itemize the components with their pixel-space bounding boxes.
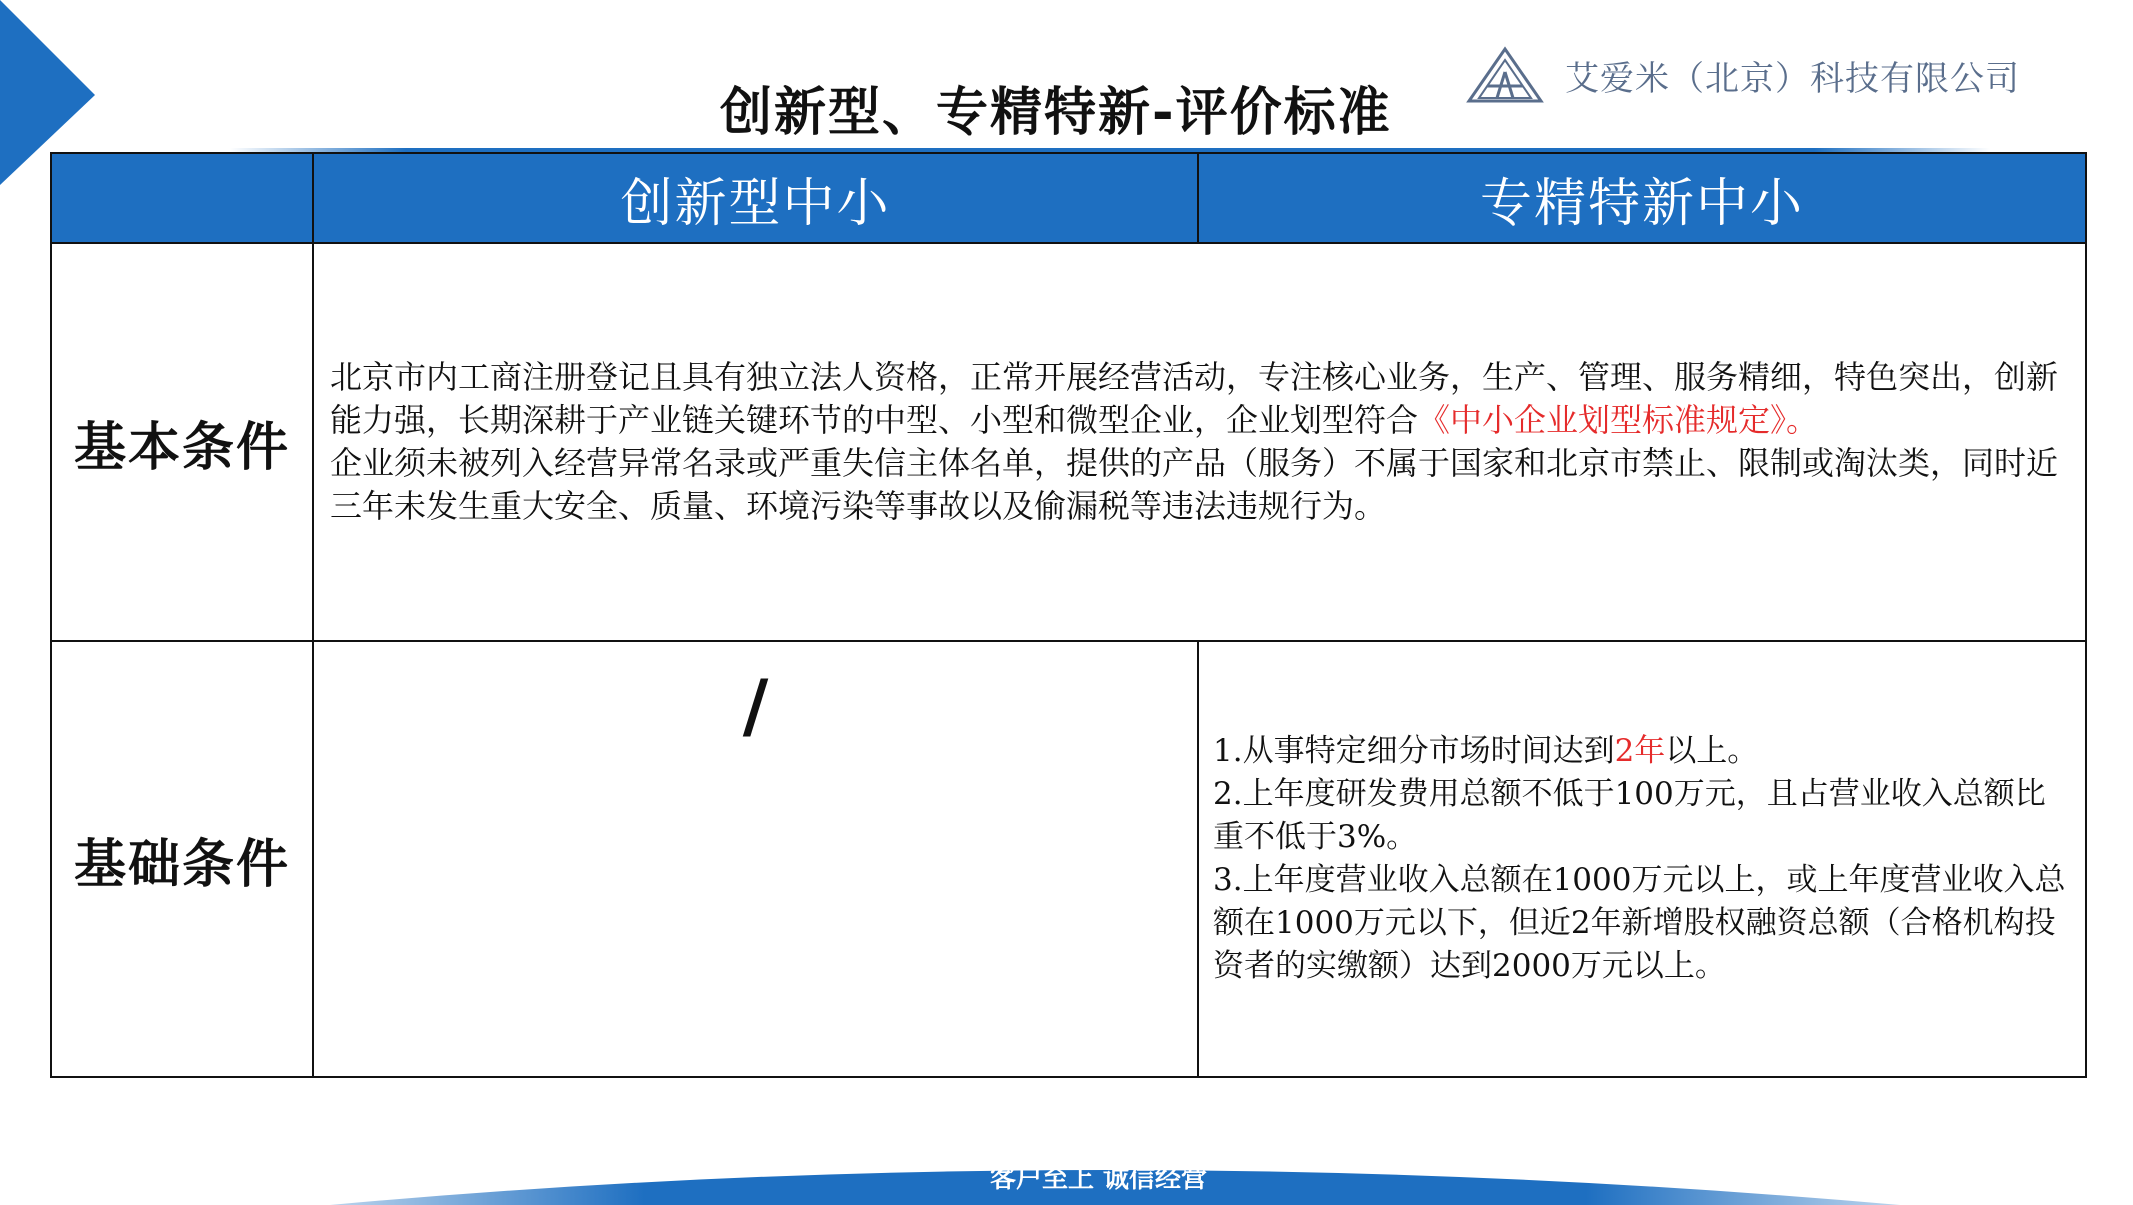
company-logo-block bbox=[1465, 45, 2020, 105]
basic-conditions-p1: 北京市内工商注册登记且具有独立法人资格，正常开展经营活动，专注核心业务，生产、管理、服务精细，特色突出，创新能力强，长期深耕于产业链关键环节的中型、小型和微型企业，企业划型符合 bbox=[330, 358, 2059, 439]
standard-reference-highlight: 《中小企业划型标准规定》。 bbox=[1418, 401, 1819, 439]
specialized-foundation-cell bbox=[1198, 641, 2086, 1077]
company-name: 艾爱米（北京）科技有限公司 bbox=[1565, 58, 2020, 99]
header-empty-cell bbox=[51, 153, 313, 243]
criterion-1-highlight: 2年 bbox=[1614, 733, 1666, 769]
row-label-basic: 基本条件 bbox=[51, 243, 313, 641]
criterion-2: 2.上年度研发费用总额不低于100万元，且占营业收入总额比重不低于3%。 bbox=[1213, 776, 2046, 855]
row-label-foundation: 基础条件 bbox=[51, 641, 313, 1077]
table-row-basic-conditions bbox=[51, 243, 2086, 641]
criterion-3: 3.上年度营业收入总额在1000万元以上，或上年度营业收入总额在1000万元以下，但近2年新增股权融资总额（合格机构投资者的实缴额）达到2000万元以上。 bbox=[1213, 862, 2066, 984]
header-specialized-sme: 专精特新中小 bbox=[1198, 153, 2086, 243]
criteria-table bbox=[50, 152, 2087, 1078]
basic-conditions-p2: 企业须未被列入经营异常名录或严重失信主体名单，提供的产品（服务）不属于国家和北京市禁止、限制或淘汰类，同时近三年未发生重大安全、质量、环境污染等事故以及偷漏税等违法违规行为。 bbox=[330, 444, 2059, 525]
table-header-row bbox=[51, 153, 2086, 243]
footer-slogan: 客户至上 诚信经营 bbox=[990, 1164, 1208, 1194]
header-innovative-sme: 创新型中小 bbox=[313, 153, 1198, 243]
not-applicable-slash: / bbox=[742, 665, 769, 747]
table-row-foundation-conditions bbox=[51, 641, 2086, 1077]
company-logo-icon bbox=[1465, 46, 1545, 104]
criterion-1: 1.从事特定细分市场时间达到2年以上。 bbox=[1213, 733, 1759, 769]
innovative-foundation-cell bbox=[313, 641, 1198, 1077]
basic-conditions-text bbox=[313, 243, 2086, 641]
page-title: 创新型、专精特新-评价标准 bbox=[720, 83, 1392, 143]
